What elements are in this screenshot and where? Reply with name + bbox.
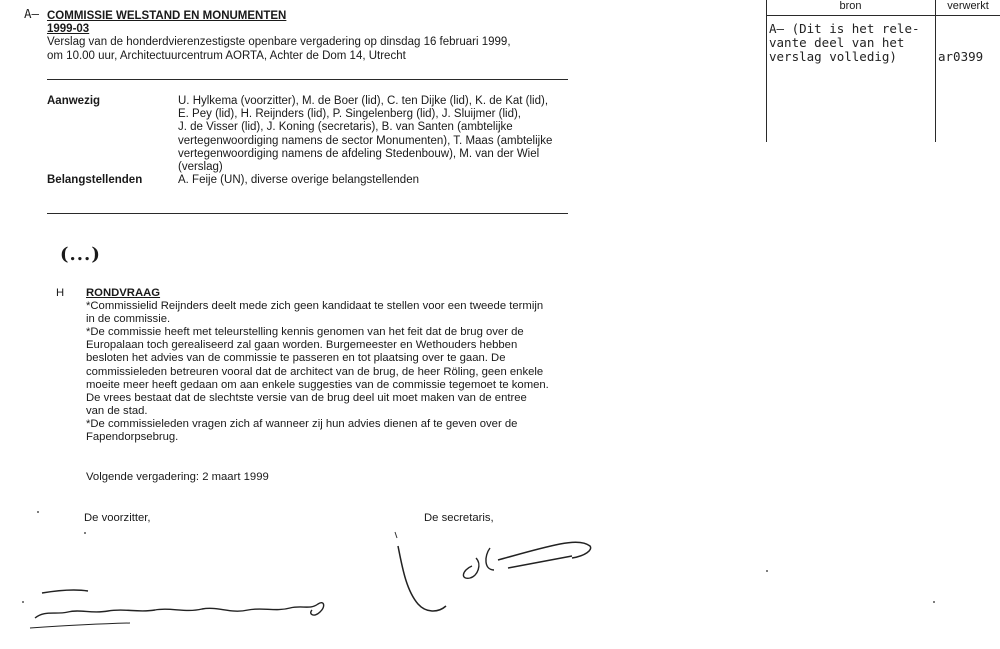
bron-note-line: verslag volledig) — [769, 49, 897, 65]
present-line: U. Hylkema (voorzitter), M. de Boer (lid), C. ten Dijke (lid), K. de Kat (lid), — [178, 95, 549, 107]
rondvraag-line: *Commissielid Reijnders deelt mede zich geen kandidaat te stellen voor een tweede termijn — [86, 300, 544, 313]
rondvraag-line: *De commissieleden vragen zich af wanneer zij hun advies dienen af te geven over de — [86, 417, 518, 430]
source-table — [766, 0, 1000, 142]
rondvraag-heading: RONDVRAAG — [86, 287, 161, 299]
scan-speck — [84, 532, 86, 534]
verwerkt-value: ar0399 — [938, 49, 984, 64]
secretary-signature-label: De secretaris, — [424, 512, 494, 524]
bron-note-line: vante deel van het — [769, 35, 905, 51]
meeting-number: 1999-03 — [47, 23, 90, 36]
present-list — [178, 95, 578, 174]
rondvraag-section — [86, 287, 566, 444]
scan-speck — [22, 601, 24, 603]
rondvraag-line: moeite meer heeft gedaan om aan enkele suggesties van de commissie tegemoet te komen. — [86, 378, 549, 391]
scan-speck — [766, 570, 768, 572]
bron-note-line: A– (Dit is het rele- — [769, 21, 920, 36]
attendance-divider — [47, 213, 568, 214]
bron-note — [769, 22, 935, 65]
present-line: J. de Visser (lid), J. Koning (secretaris), B. van Santen (ambtelijke — [178, 121, 513, 134]
rondvraag-line: Fapendorpsebrug. — [86, 431, 179, 444]
column-header-verwerkt: verwerkt — [947, 0, 989, 12]
secretary-signature — [380, 518, 610, 628]
interested-text: A. Feije (UN), diverse overige belangstellenden — [178, 174, 419, 186]
meeting-description-line-2: om 10.00 uur, Architectuurcentrum AORTA, Achter de Dom 14, Utrecht — [47, 49, 406, 62]
omission-marker: (...) — [60, 244, 101, 265]
section-letter: H — [56, 287, 65, 299]
present-line: E. Pey (lid), H. Reijnders (lid), P. Singelenberg (lid), J. Sluijmer (lid), — [178, 108, 521, 121]
chair-signature-label: De voorzitter, — [84, 512, 151, 524]
document-title: COMMISSIE WELSTAND EN MONUMENTEN — [47, 10, 287, 22]
header-divider — [47, 79, 568, 80]
rondvraag-line: *De commissie heeft met teleurstelling kennis genomen van het feit dat de brug over de — [86, 326, 524, 339]
scan-speck — [933, 601, 935, 603]
rondvraag-line: De vrees bestaat dat de slechtste versie van de brug deel uit moet maken van de entree — [86, 391, 527, 404]
scan-speck — [37, 511, 39, 513]
present-label: Aanwezig — [47, 95, 101, 107]
present-line: vertegenwoordiging namens de sector Monumenten), T. Maas (ambtelijke — [178, 134, 553, 147]
column-header-bron: bron — [839, 0, 862, 12]
rondvraag-line: besloten het advies van de commissie te passeren en tot plaatsing over te gaan. De — [86, 352, 506, 365]
rondvraag-line: in de commissie. — [86, 313, 171, 326]
meeting-description-line-1: Verslag van de honderdvierenzestigste openbare vergadering op dinsdag 16 februari 1999, — [47, 36, 511, 49]
margin-mark: A– — [24, 6, 40, 21]
chair-signature — [20, 560, 340, 640]
document-header — [47, 10, 607, 63]
rondvraag-line: van de stad. — [86, 404, 148, 417]
interested-label: Belangstellenden — [47, 174, 143, 186]
rondvraag-line: commissieleden betreuren vooral dat de architect van de brug, de heer Röling, geen enkele — [86, 365, 544, 378]
next-meeting: Volgende vergadering: 2 maart 1999 — [86, 471, 269, 483]
rondvraag-line: Europalaan toch gerealiseerd zal gaan worden. Burgemeester en Wethouders hebben — [86, 339, 518, 352]
present-line: (verslag) — [178, 161, 223, 174]
present-line: vertegenwoordiging namens de afdeling Stedenbouw), M. van der Wiel — [178, 147, 540, 160]
